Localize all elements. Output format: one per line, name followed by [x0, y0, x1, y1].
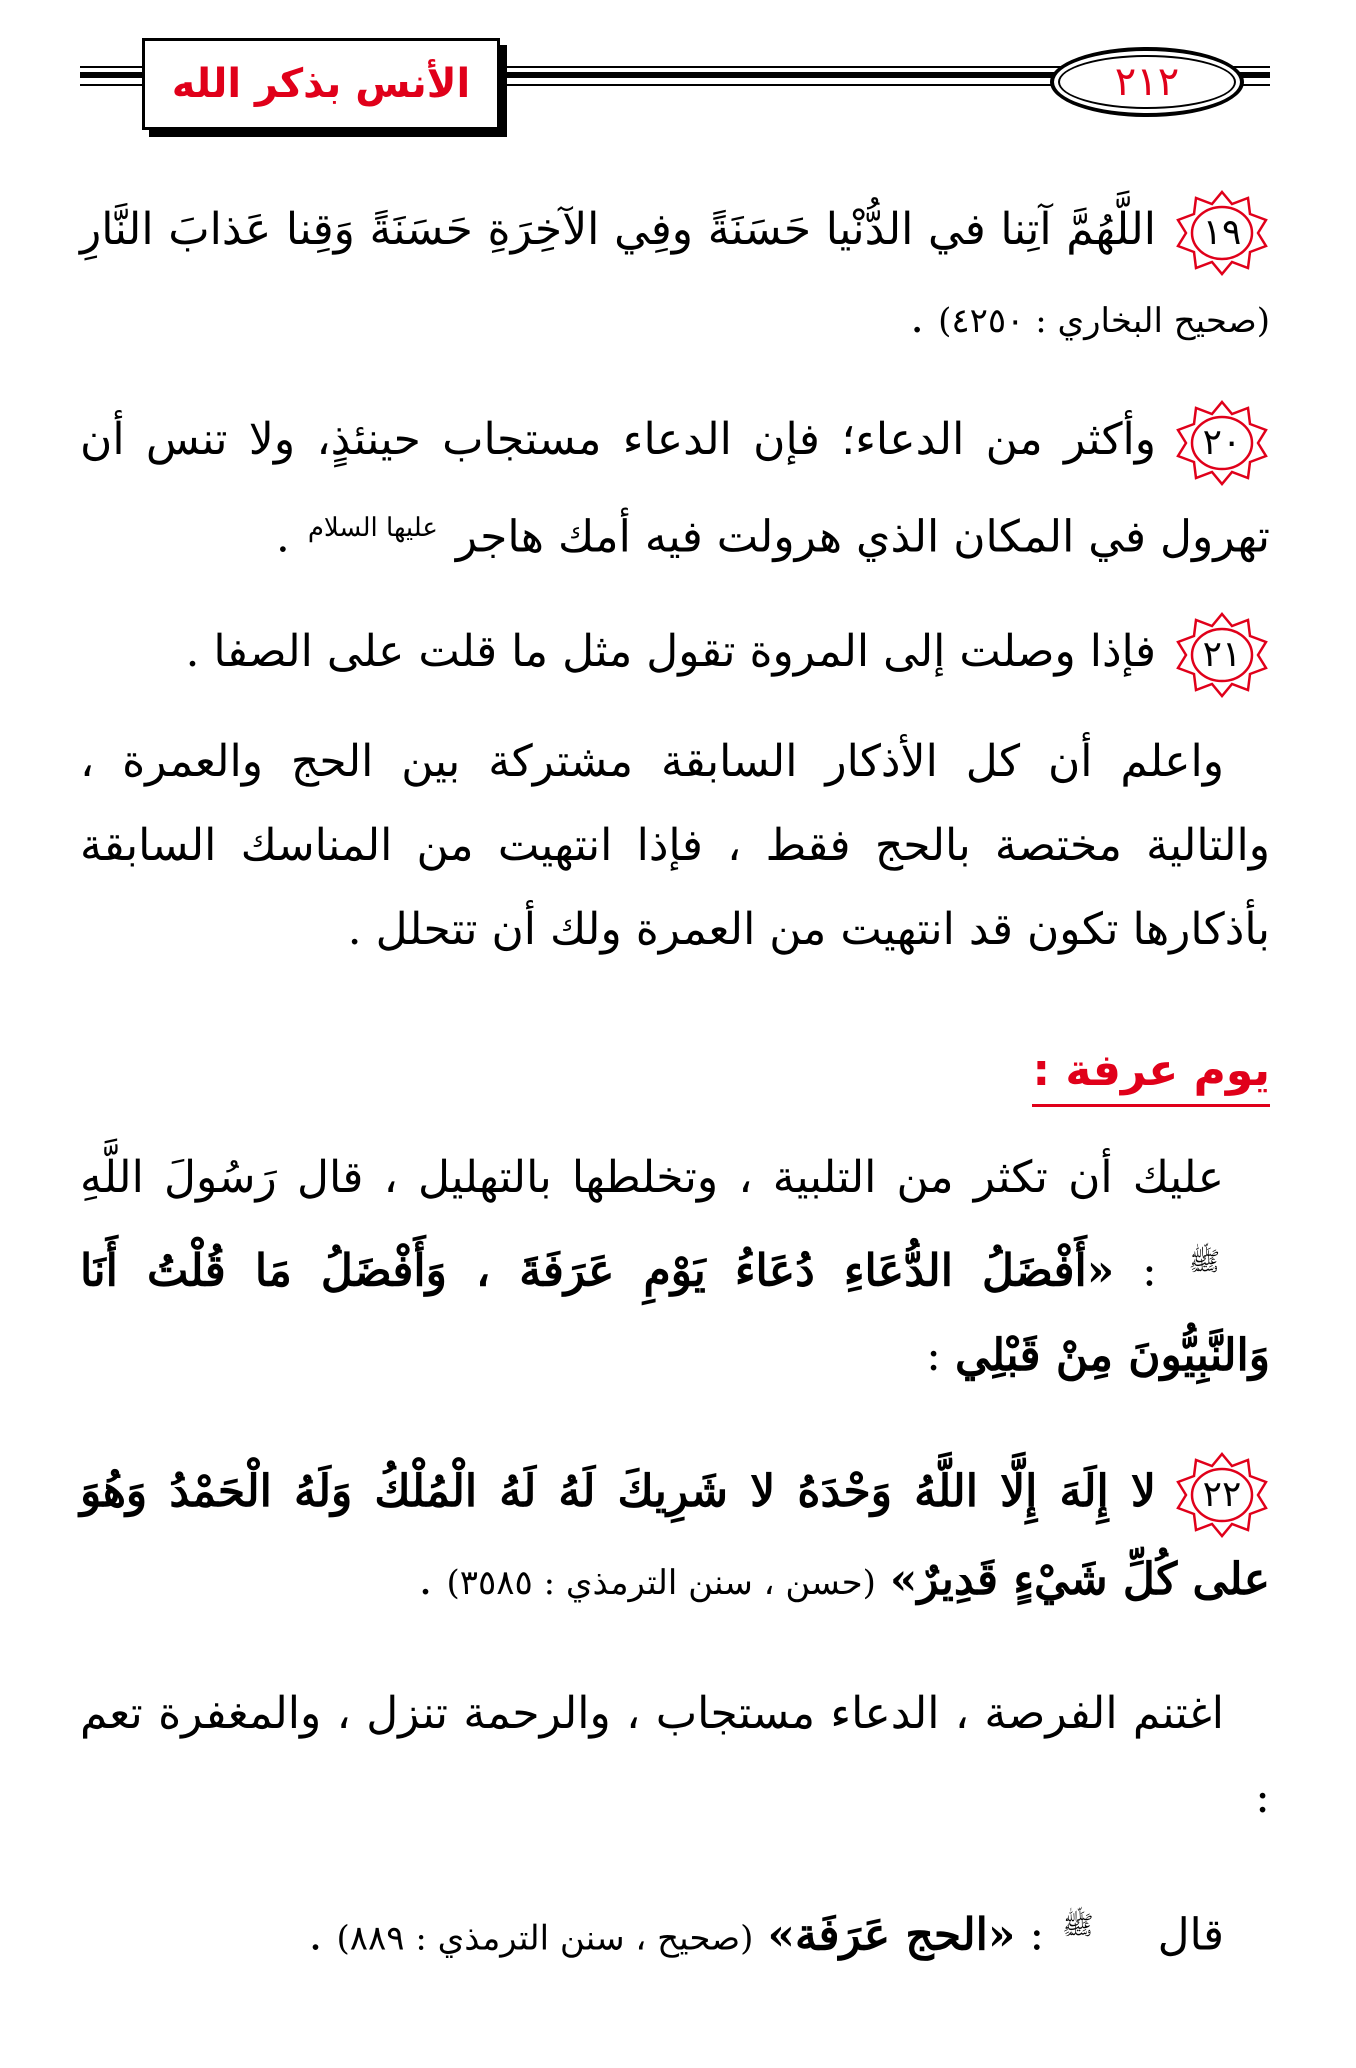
item-22-text: لا إِلَهَ إِلَّا اللَّهُ وَحْدَهُ لا شَرِيكَ لَهُ لَهُ الْمُلْكُ وَلَهُ الْحَمْدُ وَهُوَ على كُلِّ شَيْءٍ قَدِيرٌ» — [80, 1466, 1270, 1605]
item-19-text: اللَّهُمَّ آتِنا في الدُّنْيا حَسَنَةً وفِي الآخِرَةِ حَسَنَةً وَقِنا عَذابَ النَّارِ — [80, 204, 1156, 255]
book-title-box — [142, 38, 500, 130]
section-heading: يوم عرفة : — [1032, 1040, 1270, 1107]
page-header — [0, 0, 1356, 140]
item-22-ref: (حسن ، سنن الترمذي : ٣٥٨٥) — [446, 1562, 876, 1603]
paragraph-2-intro: عليك أن تكثر من التلبية ، وتخلطها بالتهليل ، قال رَسُولَ اللَّهِ — [80, 1152, 1224, 1203]
item-21-text: فإذا وصلت إلى المروة تقول مثل ما قلت على الصفا . — [185, 626, 1156, 677]
book-title: الأنس بذكر الله — [171, 61, 471, 107]
item-22: ٢٢ لا إِلَهَ إِلَّا اللَّهُ وَحْدَهُ لا شَرِيكَ لَهُ لَهُ الْمُلْكُ وَلَهُ الْحَمْدُ وَهُوَ على كُلِّ شَيْءٍ قَدِيرٌ» (حسن ، سنن الترمذي : ٣٥٨٥) . — [80, 1450, 1270, 1625]
honorific-calligraphy: عليها السلام — [307, 512, 438, 543]
item-19: ١٩ اللَّهُمَّ آتِنا في الدُّنْيا حَسَنَةً وفِي الآخِرَةِ حَسَنَةً وَقِنا عَذابَ النَّارِ (صحيح البخاري : ٤٢٥٠) . — [80, 188, 1270, 363]
number-medallion-icon: ١٩ — [1174, 190, 1270, 276]
page-number-oval — [1050, 47, 1244, 117]
page-number: ٢١٢ — [1114, 59, 1180, 105]
item-21 — [80, 610, 1270, 698]
paragraph-2: عليك أن تكثر من التلبية ، وتخلطها بالتهليل ، قال رَسُولَ اللَّهِ ﷺ : «أَفْضَلُ الدُّعَاءِ دُعَاءُ يَوْمِ عَرَفَةَ ، وَأَفْضَلُ مَا قُلْتُ أَنَا وَالنَّبِيُّونَ مِنْ قَبْلِي : — [80, 1152, 1270, 1381]
hadith-quote: «أَفْضَلُ الدُّعَاءِ دُعَاءُ يَوْمِ عَرَفَةَ ، وَأَفْضَلُ مَا قُلْتُ أَنَا وَالنَّبِيُّونَ مِنْ قَبْلِي — [80, 1245, 1270, 1381]
number-medallion-icon: ٢١ — [1174, 612, 1270, 698]
paragraph-4: قال ﷺ : «الحج عَرَفَة» (صحيح ، سنن الترمذي : ٨٨٩) . — [80, 1884, 1270, 1981]
salutation-calligraphy: ﷺ — [1188, 1247, 1221, 1277]
paragraph-4-intro: قال — [1157, 1909, 1224, 1961]
paragraph-4-ref: (صحيح ، سنن الترمذي : ٨٨٩) — [336, 1918, 754, 1959]
salutation-calligraphy: ﷺ — [1062, 1911, 1094, 1941]
paragraph-1: واعلم أن كل الأذكار السابقة مشتركة بين الحج والعمرة ، والتالية مختصة بالحج فقط ، فإذا انتهيت من المناسك السابقة بأذكارها تكون قد انتهيت من العمرة ولك أن تتحلل . — [80, 736, 1270, 955]
item-20: ٢٠ وأكثر من الدعاء؛ فإن الدعاء مستجاب حينئذٍ، ولا تنس أن تهرول في المكان الذي هرولت فيه أمك هاجر عليها السلام . — [80, 398, 1270, 579]
number-medallion-icon: ٢٠ — [1174, 400, 1270, 486]
item-19-ref: (صحيح البخاري : ٤٢٥٠) — [938, 300, 1270, 341]
number-medallion-icon: ٢٢ — [1174, 1452, 1270, 1538]
paragraph-3: اغتنم الفرصة ، الدعاء مستجاب ، والرحمة تنزل ، والمغفرة تعم : — [80, 1688, 1270, 1823]
hadith-quote-2: «الحج عَرَفَة» — [767, 1909, 1016, 1961]
item-20-text: وأكثر من الدعاء؛ فإن الدعاء مستجاب حينئذٍ، ولا تنس أن تهرول في المكان الذي هرولت فيه أمك هاجر — [80, 414, 1270, 563]
